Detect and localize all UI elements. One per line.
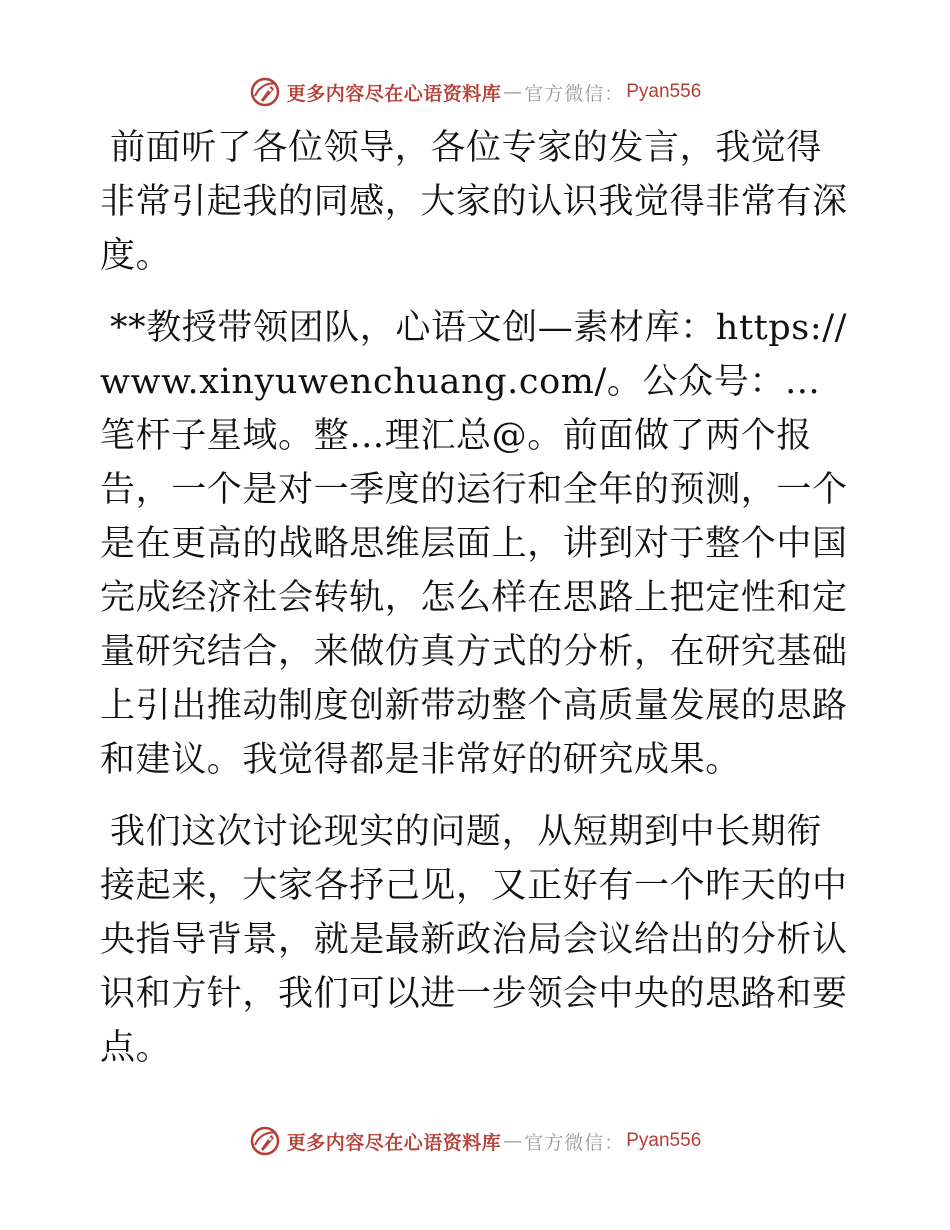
header-official-label: 官方微信：: [524, 82, 625, 105]
footer-official-label: 官方微信：: [524, 1131, 625, 1154]
header-brand-text: 更多内容尽在心语资料库: [286, 82, 502, 105]
pen-nib-logo-icon: [249, 1125, 281, 1157]
paragraph-2: **教授带领团队，心语文创—素材库：https://www.xinyuwenchuang.com/。公众号：…笔杆子星域。整…理汇总@。前面做了两个报告，一个是对一季度的运行和全年的预测，一个是在更高的战略思维层面上，讲到对于整个中国完成经济社会转轨，怎么样在思路上把定性和定量研究结合，来做仿真方式的分析，在研究基础上引出推动制度创新带动整个高质量发展的思路和建议。我觉得都是非常好的研究成果。: [100, 308, 848, 780]
paragraph-3: 我们这次讨论现实的问题，从短期到中长期衔接起来，大家各抒己见，又正好有一个昨天的中央指导背景，就是最新政治局会议给出的分析认识和方针，我们可以进一步领会中央的思路和要点。: [100, 812, 848, 1068]
footer-wechat-id: Pyan556: [626, 1130, 702, 1151]
footer-brand-text: 更多内容尽在心语资料库: [286, 1131, 502, 1154]
header-separator: —: [503, 81, 523, 103]
document-body: [100, 121, 852, 1093]
footer-watermark: [0, 1121, 950, 1161]
paragraph-1: 前面听了各位领导，各位专家的发言，我觉得非常引起我的同感，大家的认识我觉得非常有深度。: [100, 128, 848, 276]
header-wechat-id: Pyan556: [626, 81, 702, 102]
header-watermark: [0, 72, 950, 112]
footer-separator: —: [503, 1130, 523, 1152]
pen-nib-logo-icon: [249, 76, 281, 108]
